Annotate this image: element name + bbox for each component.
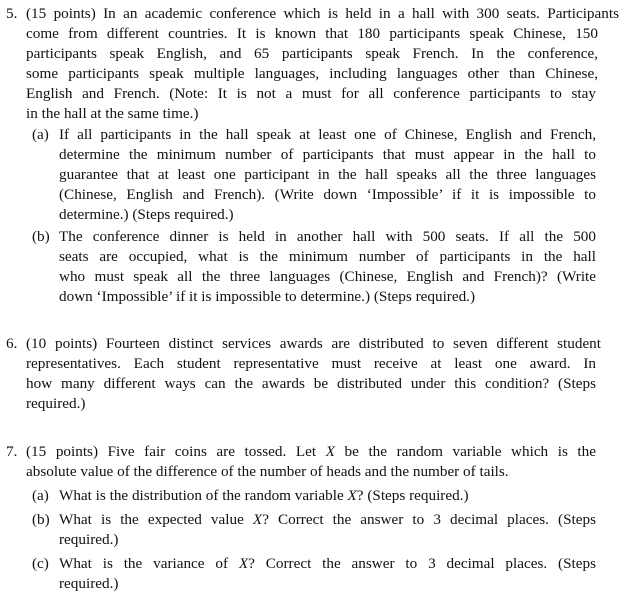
part-text-line: down ‘Impossible’ if it is impossible to determine.) (Steps required.) [59,288,476,305]
part-label: (a) [32,126,49,143]
part-label: (c) [32,555,49,572]
question-text-line: representatives. Each student representative must receive at least one award. In [26,355,596,372]
question-text-line: in the hall at the same time.) [26,105,199,122]
question-text-line: (15 points) Five fair coins are tossed. Let X be the random variable which is the [26,443,596,460]
part-text-line: required.) [59,531,119,548]
part-text-line: (Chinese, English and French). (Write down ‘Impossible’ if it is impossible to [59,186,596,203]
question-number: 7. [6,443,18,460]
question-text-line: participants speak English, and 65 participants speak French. In the conference, [26,45,598,62]
question-text-line: English and French. (Note: It is not a must for all conference participants to stay [26,85,596,102]
question-text-line: some participants speak multiple languages, including languages other than Chinese, [26,65,598,82]
part-text-line: seats are occupied, what is the minimum number of participants in the hall [59,248,596,265]
question-number: 6. [6,335,18,352]
question-text-line: (15 points) In an academic conference which is held in a hall with 300 seats. Participants [26,5,619,22]
question-text-line: absolute value of the difference of the number of heads and the number of tails. [26,463,509,480]
part-text-line: What is the expected value X? Correct the answer to 3 decimal places. (Steps [59,511,596,528]
question-text-line: required.) [26,395,86,412]
part-text-line: What is the variance of X? Correct the answer to 3 decimal places. (Steps [59,555,596,572]
part-text-line: determine the minimum number of participants that must appear in the hall to [59,146,596,163]
question-number: 5. [6,5,18,22]
part-text-line: What is the distribution of the random variable X? (Steps required.) [59,487,469,504]
part-label: (b) [32,511,50,528]
part-text-line: who must speak all the three languages (Chinese, English and French)? (Write [59,268,596,285]
part-text-line: guarantee that at least one participant in the hall speaks all the three languages [59,166,596,183]
part-text-line: required.) [59,575,119,592]
part-label: (b) [32,228,50,245]
part-label: (a) [32,487,49,504]
question-text-line: (10 points) Fourteen distinct services awards are distributed to seven different student [26,335,601,352]
question-text-line: come from different countries. It is known that 180 participants speak Chinese, 150 [26,25,598,42]
part-text-line: The conference dinner is held in another hall with 500 seats. If all the 500 [59,228,596,245]
question-text-line: how many different ways can the awards be distributed under this condition? (Steps [26,375,596,392]
part-text-line: determine.) (Steps required.) [59,206,234,223]
part-text-line: If all participants in the hall speak at least one of Chinese, English and French, [59,126,596,143]
